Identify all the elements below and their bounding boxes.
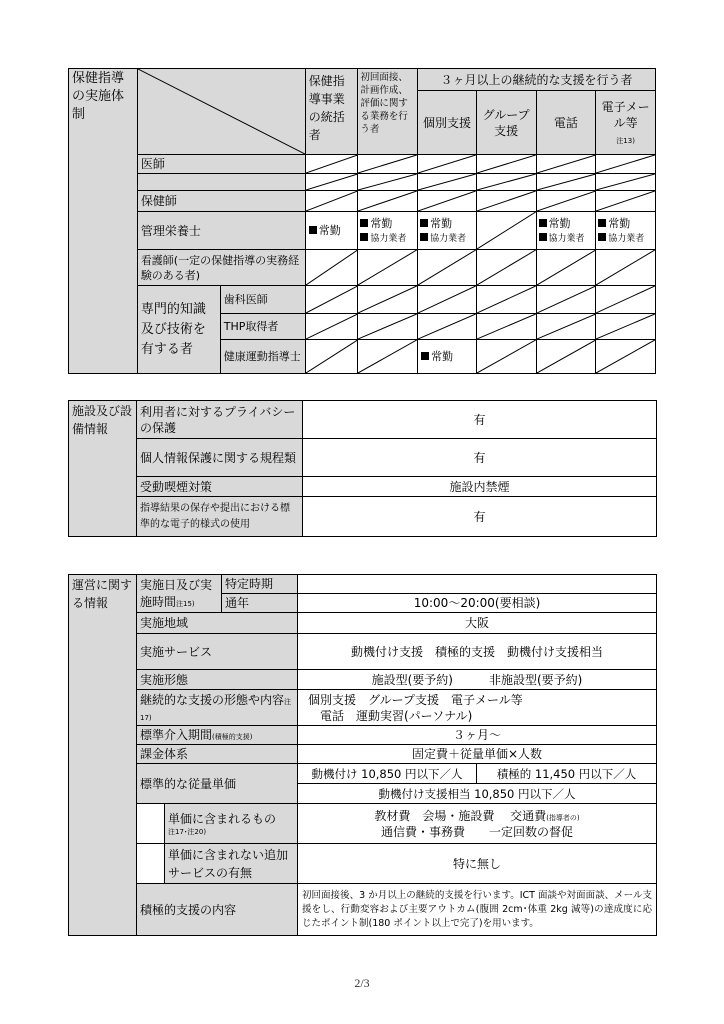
billing-value: 固定費＋従量単価×人数 — [298, 745, 657, 764]
header-email — [596, 91, 656, 155]
spacer-cell — [137, 844, 165, 884]
cell-email-dietitian: 常勤 協力業者 — [596, 212, 656, 250]
cell-individual-exercise: 常勤 — [418, 340, 477, 374]
cell-empty — [305, 314, 358, 340]
row-dietitian-label: 管理栄養士 — [137, 212, 305, 250]
unit-label: 標準的な従量単価 — [137, 764, 298, 804]
header-continuous: ３ヶ月以上の継続的な支援を行う者 — [418, 69, 656, 91]
active-label: 積極的支援の内容 — [137, 884, 298, 936]
cell-empty — [418, 250, 477, 286]
cell-empty — [596, 191, 656, 212]
header-email-note: 注13) — [616, 136, 635, 145]
cell-empty — [536, 250, 596, 286]
year-round-label: 通年 — [222, 594, 298, 613]
staffing-section-title: 保健指導の実施体制 — [69, 69, 138, 374]
header-group: グループ支援 — [476, 91, 536, 155]
cell-empty — [536, 174, 596, 191]
cell-empty — [305, 286, 358, 314]
cell-empty — [305, 250, 358, 286]
cell-empty — [418, 286, 477, 314]
cell-empty — [536, 340, 596, 374]
cell-empty — [418, 174, 477, 191]
period-value: ３ヶ月～ — [298, 726, 657, 745]
cell-empty — [358, 340, 418, 374]
unit-value-equivalent: 動機付け支援相当 10,850 円以下／人 — [298, 784, 657, 804]
cell-empty — [418, 155, 477, 174]
service-label: 実施サービス — [137, 634, 298, 670]
cell-empty — [358, 286, 418, 314]
unit-value-motivation: 動機付け 10,850 円以下／人 — [298, 764, 477, 784]
included-label: 単価に含まれるもの 注17･注20) — [165, 804, 298, 844]
spacer-cell — [137, 804, 165, 844]
cell-empty — [536, 286, 596, 314]
cell-empty — [358, 191, 418, 212]
cell-empty — [476, 174, 536, 191]
form-label: 実施形態 — [137, 670, 298, 690]
cont-label: 継続的な支援の形態や内容注17) — [137, 690, 298, 726]
operations-section-title: 運営に関する情報 — [69, 575, 137, 936]
cell-empty — [476, 212, 536, 250]
cell-empty — [358, 314, 418, 340]
cell-empty — [305, 191, 358, 212]
row-thp-label: THP取得者 — [220, 314, 305, 340]
cont-note: 注17) — [140, 697, 292, 722]
facility-value: 有 — [303, 497, 657, 537]
staffing-table — [68, 68, 656, 374]
cell-empty — [476, 155, 536, 174]
excluded-label: 単価に含まれない追加サービスの有無 — [165, 844, 298, 884]
facilities-section-title: 施設及び設備情報 — [69, 401, 137, 537]
facilities-table — [68, 400, 657, 537]
header-individual: 個別支援 — [418, 91, 477, 155]
operations-table — [68, 574, 657, 936]
area-value: 大阪 — [298, 613, 657, 634]
included-note: 注17･注20) — [168, 827, 207, 836]
specific-period-label: 特定時期 — [222, 575, 298, 594]
cell-empty — [596, 286, 656, 314]
row-phn-label: 保健師 — [137, 191, 305, 212]
cell-empty — [596, 174, 656, 191]
cont-value — [298, 690, 657, 726]
cell-empty — [305, 155, 358, 174]
header-initial: 初回面接、計画作成、評価に関する業務を行う者 — [358, 69, 418, 155]
row-nurse-label: 看護師(一定の保健指導の実務経験のある者) — [137, 250, 305, 286]
row-doctor-label: 医師 — [137, 155, 305, 174]
cell-empty — [536, 314, 596, 340]
cell-individual-dietitian: 常勤 協力業者 — [418, 212, 477, 250]
facility-value: 有 — [303, 401, 657, 439]
cell-empty — [596, 340, 656, 374]
cell-empty — [536, 155, 596, 174]
cont-value-line1: 個別支援 グループ支援 電子メール等 — [308, 692, 523, 707]
period-sub: (積極的支援) — [212, 733, 253, 741]
schedule-label: 実施日及び実施時間注15) — [137, 575, 222, 613]
cell-empty — [476, 286, 536, 314]
cell-empty — [476, 250, 536, 286]
row-doctor-sub — [137, 174, 305, 191]
cell-initial-dietitian: 常勤 協力業者 — [358, 212, 418, 250]
cell-empty — [305, 174, 358, 191]
active-value: 初回面接後、3 か月以上の継続的支援を行います。ICT 面談や対面面談、メール支援をし、行動変容および主要アウトカム(腹囲 2cm･体重 2kg 減等)の達成度に応じたポイント制(180 ポイント以上で完了)を用います。 — [298, 884, 657, 936]
excluded-value: 特に無し — [298, 844, 657, 884]
cell-empty — [476, 340, 536, 374]
cell-statistician-dietitian: 常勤 — [305, 212, 358, 250]
row-dentist-label: 歯科医師 — [220, 286, 305, 314]
header-diagonal-cell — [137, 69, 305, 155]
period-label: 標準介入期間(積極的支援) — [137, 726, 298, 745]
cell-empty — [596, 250, 656, 286]
facility-label: 受動喫煙対策 — [137, 477, 303, 497]
cell-empty — [536, 191, 596, 212]
facility-value: 有 — [303, 439, 657, 477]
facility-label: 指導結果の保存や提出における標準的な電子的様式の使用 — [137, 497, 303, 537]
row-expert-label: 専門的知識及び技術を有する者 — [137, 286, 220, 374]
cell-empty — [596, 314, 656, 340]
facility-value: 施設内禁煙 — [303, 477, 657, 497]
included-value: 教材費 会場・施設費 交通費(指導者の) 通信費・事務費 一定回数の督促 — [298, 804, 657, 844]
cell-empty — [476, 314, 536, 340]
row-exercise-label: 健康運動指導士 — [220, 340, 305, 374]
cell-empty — [358, 155, 418, 174]
facility-label: 個人情報保護に関する規程類 — [137, 439, 303, 477]
service-value: 動機付け支援 積極的支援 動機付け支援相当 — [298, 634, 657, 670]
header-statistician: 保健指導事業の統括者 — [305, 69, 358, 155]
cell-empty — [418, 191, 477, 212]
cont-value-line2: 電話 運動実習(パーソナル) — [320, 708, 473, 723]
specific-period-value — [298, 575, 657, 594]
cell-empty — [305, 340, 358, 374]
header-email-label: 電子メール等 — [601, 99, 650, 130]
cell-empty — [596, 155, 656, 174]
cell-empty — [476, 191, 536, 212]
cell-empty — [358, 250, 418, 286]
facility-label: 利用者に対するプライバシーの保護 — [137, 401, 303, 439]
area-label: 実施地域 — [137, 613, 298, 634]
cell-empty — [418, 314, 477, 340]
billing-label: 課金体系 — [137, 745, 298, 764]
page-number: 2/3 — [354, 976, 370, 990]
cell-empty — [358, 174, 418, 191]
form-value: 施設型(要予約) 非施設型(要予約) — [298, 670, 657, 690]
year-round-value: 10:00～20:00(要相談) — [298, 594, 657, 613]
schedule-note: 注15) — [176, 599, 195, 608]
header-phone: 電話 — [536, 91, 596, 155]
cell-phone-dietitian: 常勤 協力業者 — [536, 212, 596, 250]
unit-value-active: 積極的 11,450 円以下／人 — [477, 764, 657, 784]
